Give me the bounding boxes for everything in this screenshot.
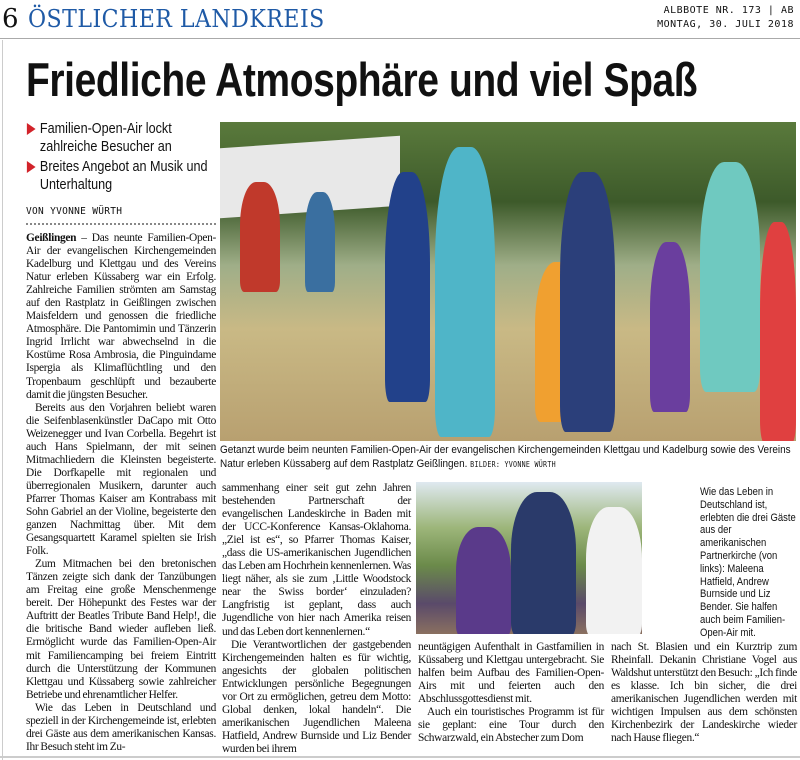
person [240,182,280,292]
edition: ALBBOTE NR. 173 | AB [663,5,794,16]
person [650,242,690,412]
dateline: Geißlingen [26,232,77,244]
photo-guests [416,482,642,634]
person [560,172,615,432]
person [586,507,642,634]
header-rule [0,38,800,39]
photo-credit: BILDER: YVONNE WÜRTH [470,460,556,469]
paragraph-text: – Das neunte Familien-Open-Air der evangelischen Kirchengemeinden Kadelburg und Klettgau und des Vereins Natur erleben Küssaberg war ein Erfolg. Zahlreiche Familien strömten am Samstag auf den Rastplatz in Geißlingen zwischen Maisfeldern und genossen die friedliche Atmosphäre. Die Pantomimin und Tänzerin Ingrid Irrlicht war abwechselnd in die Kostüme Rosa Ambrosia, die Pinguindame Ispergia als Klimaflüchtling und den Tropenbaum geschlüpft und bezauberte damit die jüngsten Besucher. [26,232,216,401]
paragraph [26,232,216,402]
paragraph: neuntägigen Aufenthalt in Gastfamilien in Küssaberg und Klettgau untergebracht. Sie halfen beim Aufbau des Familien-Open-Airs mit und feierten auch den Abschlussgottesdienst mit. [418,641,604,706]
person [305,192,335,292]
subheadline-bullet: Familien-Open-Air lockt zahlreiche Besucher an [26,120,219,156]
article-column-4 [611,641,797,745]
paragraph: nach St. Blasien und ein Kurztrip zum Rheinfall. Dekanin Christiane Vogel aus Waldshut unterstützt den Besuch: „Ich finde es klasse. Ich bin sicher, die drei amerikanischen Jugendlichen werden mit wichtigen Impulsen aus dem schönsten Kirchenbezirk der Landeskirche wieder nach Hause fliegen.“ [611,641,797,745]
paragraph: sammenhang einer seit gut zehn Jahren bestehenden Partnerschaft der evangelischen Landeskirche in Baden mit der UCC-Konference Kansas-Oklahoma. „Ziel ist es“, so Pfarrer Thomas Kaiser, „dass die US-amerikanischen Jugendlichen das Leben am Hochrhein kennenlernen. Was liegt näher, als sie zum ‚Little Woodstock near the Swiss border‘ einzuladen? Langfristig ist geplant, dass auch Jugendliche von hier nach Amerika reisen und das Leben dort kennenlernen.“ [222,482,411,638]
person [456,527,511,634]
photo-caption-side: Wie das Leben in Deutschland ist, erlebten die drei Gäste aus der amerikanischen Partnerkirche (von links): Maleena Hatfield, Andrew Burnside und Liz Bender. Sie halfen auch beim Familien-Open-Air mit. [700,486,796,639]
edition-info [657,4,794,32]
caption-text: Getanzt wurde beim neunten Familien-Open-Air der evangelischen Kirchengemeinden Klettgau und Kadelburg sowie des Vereins Natur erleben Küssaberg auf dem Rastplatz Geißlingen. [220,444,791,470]
person [700,162,760,392]
byline: VON YVONNE WÜRTH [26,206,216,225]
subheadline-list [26,120,219,196]
person [760,222,796,441]
photo-caption [220,443,794,472]
article-column-1 [26,232,216,754]
person [511,492,576,634]
headline: Friedliche Atmosphäre und viel Spaß [26,53,698,106]
article-column-2 [222,482,411,756]
paragraph: Bereits aus den Vorjahren beliebt waren die Seifenblasenkünstler DaCapo mit Otto Weizenegger und Ivan Corbella. Begehrt ist auch Hans Spielmann, der mit seinen Mitmachliedern die Kleinsten begeisterte. Die Dorfkapelle mit regionalen und überregionalen Musikern, darunter auch Pfarrer Thomas Kaiser am Kontrabass mit Sohn Gabriel an der Violine, begeisterte den ganzen Nachmittag über. Mit dem Gesangsquartett Karamel spielten sie Irish Folk. [26,401,216,558]
article-column-3 [418,641,604,745]
photo-dancing-crowd [220,122,796,441]
paragraph: Wie das Leben in Deutschland und speziell in der Kirchengemeinde ist, erlebten drei Gäste aus dem amerikanischen Kansas. Ihr Besuch steht im Zu- [26,701,216,753]
paragraph: Die Verantwortlichen der gastgebenden Kirchengemeinden halten es für wichtig, angesichts der globalen politischen Entwicklungen persönliche Begegnungen vor Ort zu ermöglichen, getreu dem Motto: Global denken, lokal handeln“. Die amerikanischen Jugendlichen Maleena Hatfield, Andrew Burnside und Liz Bender wurden bei ihrem [222,638,411,755]
subheadline-bullet: Breites Angebot an Musik und Unterhaltung [26,158,219,194]
paragraph: Zum Mitmachen bei den bretonischen Tänzen zeigte sich dank der Tanzübungen am Freitag eine große Menschenmenge bereit. Der Höhepunkt des Festes war der Auftritt der Beatles Tribute Band Help!, die die britische Band wieder aufleben ließ. Ermöglicht wurde das Familien-Open-Air mit Familiencamping bei freiem Eintritt durch die Unterstützung der Kommunen Klettgau und Küssaberg sowie zahlreicher Betriebe und ehrenamtlicher Helfer. [26,558,216,701]
margin-rule [2,40,3,760]
person [385,172,430,402]
date: MONTAG, 30. JULI 2018 [657,19,794,30]
section-title: ÖSTLICHER LANDKREIS [28,5,325,33]
paragraph: Auch ein touristisches Programm ist für sie geplant: eine Tour durch den Schwarzwald, ein Abstecher zum Dom [418,706,604,745]
page-number: 6 [2,4,19,34]
person [435,147,495,437]
